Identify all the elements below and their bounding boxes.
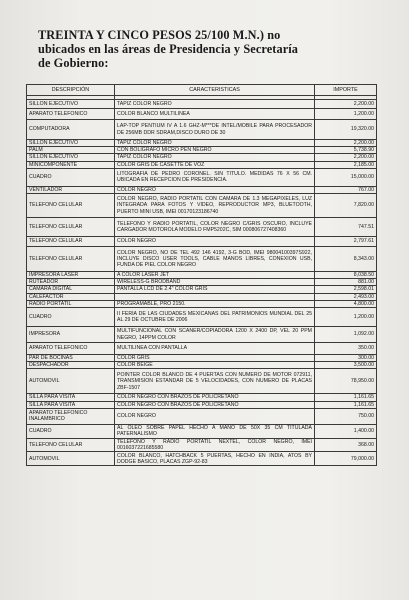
amount-cell: 8,038.50	[315, 272, 377, 279]
amount-cell: 300.00	[315, 355, 377, 362]
amount-cell: 15,000.00	[315, 168, 377, 186]
characteristics-cell: MULTILINEA CON PANTALLA	[115, 343, 315, 355]
description-cell: TELEFONO CELULAR	[27, 237, 115, 247]
table-row	[27, 218, 377, 237]
table-row	[27, 408, 377, 424]
characteristics-cell: COLOR NEGRO	[115, 237, 315, 247]
characteristics-cell: TELEFONO Y RADIO PORTATIL NEXTEL, COLOR NEGRO, IMEI 0016037221685580	[115, 438, 315, 451]
description-cell: DESPACHADOR	[27, 362, 115, 369]
amount-cell: 2,493.00	[315, 293, 377, 300]
description-cell: CALEFACTOR	[27, 293, 115, 300]
description-cell: TELEFONO CELULAR	[27, 247, 115, 272]
characteristics-cell: POINTER COLOR BLANCO DE 4 PUERTAS CON NUMERO DE MOTOR 072911, TRANSMISION ESTANDAR DE 5 VELOCIDADES, CON NUMERO DE PLACAS ZBF-1507	[115, 369, 315, 394]
description-cell: AUTOMOVIL	[27, 369, 115, 394]
description-cell: IMPRESORA	[27, 327, 115, 343]
description-cell: APARATO TELEFONICO INALAMBRICO	[27, 408, 115, 424]
table-row	[27, 279, 377, 286]
characteristics-cell: LITOGRAFIA DE PEDRO CORONEL. SIN TITULO. MEDIDAS 76 X 56 CM. UBICADA EN RECEPCION DE PRESIDENCIA.	[115, 168, 315, 186]
amount-cell: 881.00	[315, 279, 377, 286]
amount-cell: 2,200.00	[315, 100, 377, 109]
description-cell: TELEFONO CELULAR	[27, 218, 115, 237]
characteristics-cell: CON BOLIGRAFO MICRO PEN NEGRO	[115, 147, 315, 154]
header-characteristics: CARACTERISTICAS	[115, 85, 315, 96]
characteristics-cell: COLOR BLANCO, HATCHBACK 5 PUERTAS, HECHO EN INDIA, ATOS BY DODGE BASICO, PLACAS ZGP-92-83	[115, 452, 315, 466]
description-cell: PAR DE BOCINAS	[27, 355, 115, 362]
table-row	[27, 293, 377, 300]
characteristics-cell: A COLOR LASER JET	[115, 272, 315, 279]
amount-cell: 8,343.00	[315, 247, 377, 272]
characteristics-cell: TAPIZ COLOR NEGRO	[115, 154, 315, 161]
amount-cell: 3,500.00	[315, 362, 377, 369]
description-cell: RUTEADOR	[27, 279, 115, 286]
amount-cell: 1,200.00	[315, 109, 377, 120]
amount-cell: 19,320.00	[315, 120, 377, 140]
description-cell: COMPUTADORA	[27, 120, 115, 140]
characteristics-cell	[115, 293, 315, 300]
characteristics-cell: TAPIZ COLOR NEGRO	[115, 100, 315, 109]
heading-line-1: TREINTA Y CINCO PESOS 25/100 M.N.) no	[38, 28, 281, 42]
description-cell: SILLA PARA VISITA	[27, 394, 115, 401]
table-row	[27, 147, 377, 154]
description-cell: APARATO TELEFONICO	[27, 343, 115, 355]
characteristics-cell: II FERIA DE LAS CIUDADES MEXICANAS DEL PATRIMONIOS MUNDIAL DEL 25 AL 29 DE OCTUBRE DE 2006	[115, 308, 315, 327]
characteristics-cell: COLOR NEGRO	[115, 408, 315, 424]
description-cell: APARATO TELEFONICO	[27, 109, 115, 120]
characteristics-cell: COLOR NEGRO CON BRAZOS DE POLICRETANO	[115, 401, 315, 408]
table-row	[27, 154, 377, 161]
table-row	[27, 369, 377, 394]
amount-cell: 1,161.65	[315, 401, 377, 408]
table-row	[27, 327, 377, 343]
description-cell: AUTOMOVIL	[27, 452, 115, 466]
table-row	[27, 100, 377, 109]
table-row	[27, 109, 377, 120]
characteristics-cell: MULTIFUNCIONAL CON SCANER/COPIADORA 1200 X 2400 DP, VEL 20 PPM NEGRO, 14PPM COLOR	[115, 327, 315, 343]
amount-cell: 368.00	[315, 438, 377, 451]
table-row	[27, 272, 377, 279]
description-cell: CUADRO	[27, 424, 115, 438]
characteristics-cell: COLOR NEGRO CON BRAZOS DE POLICRETANO	[115, 394, 315, 401]
amount-cell: 2,200.00	[315, 154, 377, 161]
table-row	[27, 286, 377, 293]
amount-cell: 2,598.01	[315, 286, 377, 293]
table-row	[27, 300, 377, 307]
amount-cell: 350.00	[315, 343, 377, 355]
description-cell: SILLON EJECUTIVO	[27, 100, 115, 109]
table-row	[27, 452, 377, 466]
heading-line-3: de Gobierno:	[38, 56, 109, 70]
intro-heading	[38, 28, 383, 70]
description-cell: SILLON EJECUTIVO	[27, 140, 115, 147]
table-row	[27, 308, 377, 327]
table-row	[27, 237, 377, 247]
table-row	[27, 194, 377, 218]
characteristics-cell: AL OLEO SOBRE PAPEL HECHO A MANO DE 50X 35 CM TITULADA PATERNALISMO	[115, 424, 315, 438]
description-cell: SILLA PARA VISITA	[27, 401, 115, 408]
description-cell: TELEFONO CELULAR	[27, 438, 115, 451]
heading-line-2: ubicados en las áreas de Presidencia y Secretaría	[38, 42, 299, 56]
table-row	[27, 140, 377, 147]
amount-cell: 2,200.00	[315, 140, 377, 147]
amount-cell: 78,950.00	[315, 369, 377, 394]
table-row	[27, 247, 377, 272]
amount-cell: 5,738.90	[315, 147, 377, 154]
characteristics-cell: COLOR BLANCO MULTILINEA	[115, 109, 315, 120]
table-row	[27, 355, 377, 362]
amount-cell: 1,161.65	[315, 394, 377, 401]
amount-cell: 79,000.00	[315, 452, 377, 466]
amount-cell: 1,200.00	[315, 308, 377, 327]
table-row	[27, 161, 377, 168]
header-description: DESCRIPCIÓN	[27, 85, 115, 96]
amount-cell: 7,820.00	[315, 194, 377, 218]
table-body	[27, 96, 377, 466]
table-row	[27, 424, 377, 438]
header-amount: IMPORTE	[315, 85, 377, 96]
characteristics-cell: PANTALLA LCD DE 2.4" COLOR GRIS	[115, 286, 315, 293]
amount-cell: 4,800.00	[315, 300, 377, 307]
characteristics-cell: COLOR NEGRO	[115, 186, 315, 193]
description-cell: CUADRO	[27, 308, 115, 327]
table-row	[27, 438, 377, 451]
characteristics-cell: COLOR GRIS	[115, 355, 315, 362]
table-header-row	[27, 85, 377, 96]
characteristics-cell: TELEFONO Y RADIO PORTATIL, COLOR NEGRO C/GRIS OSCURO, INCLUYE CARGADOR MOTOROLA MODELO FMP5202C, SIM 000806727408360	[115, 218, 315, 237]
characteristics-cell: COLOR GRIS DE CASETTE DE VOZ	[115, 161, 315, 168]
description-cell: CAMARA DIGITAL	[27, 286, 115, 293]
amount-cell: 2,797.61	[315, 237, 377, 247]
description-cell: TELEFONO CELULAR	[27, 194, 115, 218]
description-cell: SILLON EJECUTIVO	[27, 154, 115, 161]
table-row	[27, 120, 377, 140]
table-row	[27, 362, 377, 369]
characteristics-cell: COLOR NEGRO, RADIO PORTATIL CON CAMARA DE 1.3 MEGAPIXELES, LUZ INTEGRADA PARA FOTOS Y VIDEO, REPRODUCTOR MP3, BLUETOOTH, PUERTO MINI USB, IMEI 00170123186740	[115, 194, 315, 218]
inventory-table	[26, 84, 377, 466]
description-cell: VENTILADOR	[27, 186, 115, 193]
characteristics-cell: TAPIZ COLOR NEGRO	[115, 140, 315, 147]
description-cell: PALM	[27, 147, 115, 154]
characteristics-cell: PROGRAMABLE, PRO 2150.	[115, 300, 315, 307]
amount-cell: 750.00	[315, 408, 377, 424]
description-cell: CUADRO	[27, 168, 115, 186]
description-cell: RADIO PORTATIL	[27, 300, 115, 307]
description-cell: MINICOMPONENTE	[27, 161, 115, 168]
table-row	[27, 168, 377, 186]
table-row	[27, 186, 377, 193]
characteristics-cell: COLOR NEGRO, NO DE TEL 492 146 4192, 3-G BOD, IMEI 98004100397S922, INCLUYE DISCO USER TOOLS, CABLE MANOS LIBRES, CONEXION USB, FUNDA DE PIEL COLOR NEGRO	[115, 247, 315, 272]
amount-cell: 2,185.00	[315, 161, 377, 168]
amount-cell: 1,400.00	[315, 424, 377, 438]
amount-cell: 767.00	[315, 186, 377, 193]
amount-cell: 1,092.00	[315, 327, 377, 343]
characteristics-cell: LAP-TOP PENTIUM IV A 1.6 GHZ-M***DE INTEL/MOBILE PARA PROCESADOR DE 256MB DDR SDRAM,DISCO DURO DE 30	[115, 120, 315, 140]
table-row	[27, 401, 377, 408]
table-row	[27, 394, 377, 401]
description-cell: IMPRESORA LASER	[27, 272, 115, 279]
characteristics-cell: COLOR BEIGE	[115, 362, 315, 369]
characteristics-cell: WIRELESS-G BRODBAND	[115, 279, 315, 286]
amount-cell: 747.51	[315, 218, 377, 237]
table-row	[27, 343, 377, 355]
